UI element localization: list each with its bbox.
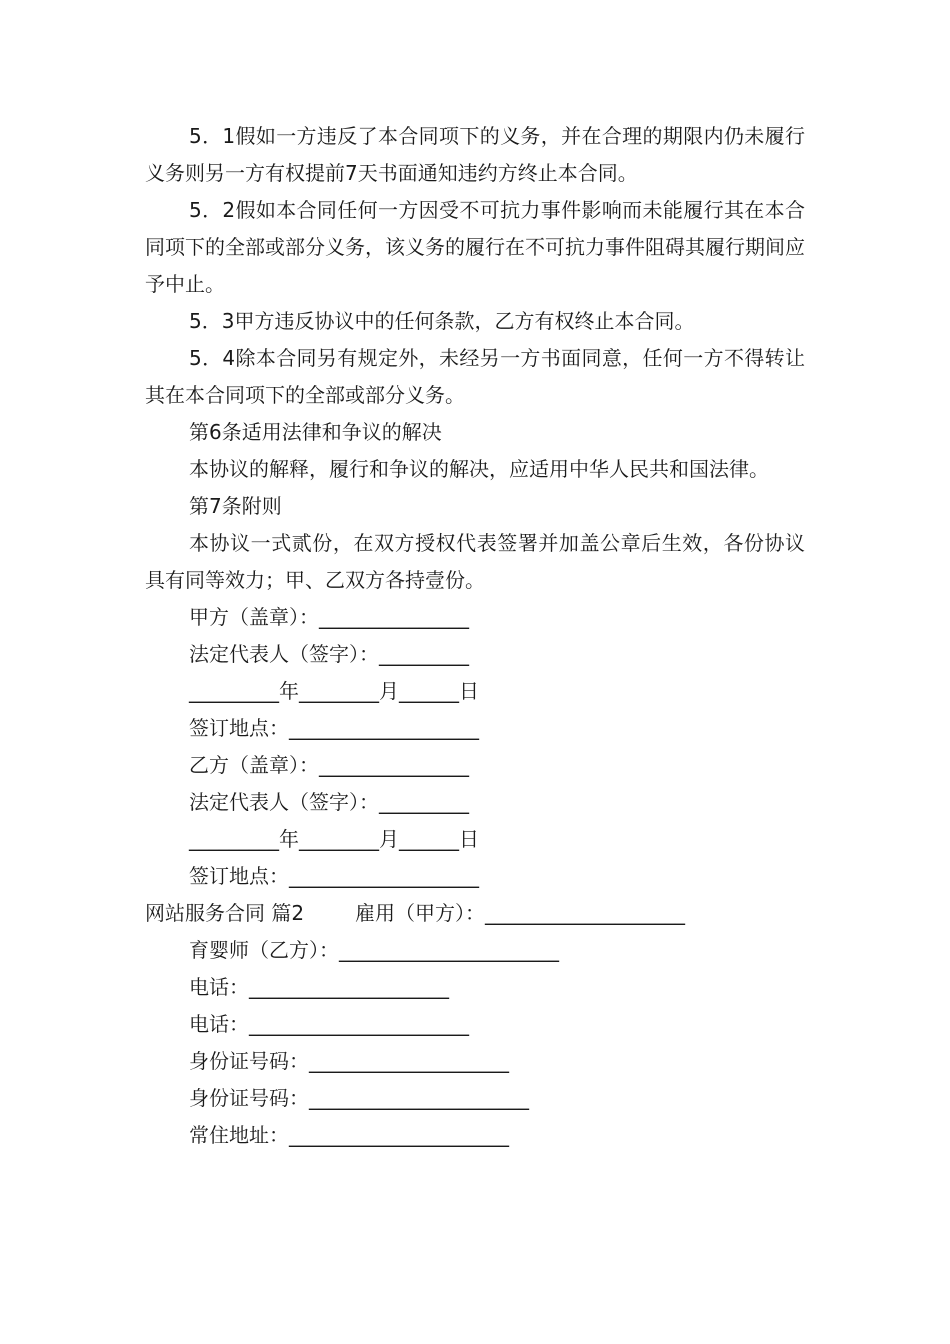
party-b-representative-line: 法定代表人（签字）：_________ (189, 790, 469, 814)
contract-2-title: 网站服务合同 篇2 (145, 901, 305, 925)
address-line: 常住地址：______________________ (189, 1123, 509, 1147)
party-a-seal-line: 甲方（盖章）：_______________ (189, 605, 469, 629)
party-b-place-line: 签订地点：___________________ (189, 864, 479, 888)
party-a-date-line: _________年________月______日 (189, 679, 479, 703)
article-6-heading: 第6条适用法律和争议的解决 (189, 420, 442, 444)
nanny-line: 育婴师（乙方）：______________________ (189, 938, 559, 962)
id-number-line-b: 身份证号码：______________________ (189, 1086, 529, 1110)
phone-line-b: 电话：______________________ (189, 1012, 469, 1036)
phone-line-a: 电话：____________________ (189, 975, 449, 999)
contract-2-title-line (145, 895, 805, 932)
id-number-line-a: 身份证号码：____________________ (189, 1049, 509, 1073)
clause-5-4: 5．4除本合同另有规定外，未经另一方书面同意，任何一方不得转让其在本合同项下的全部或部分义务。 (145, 346, 805, 407)
clause-5-3: 5．3甲方违反协议中的任何条款，乙方有权终止本合同。 (189, 309, 695, 333)
article-6-text: 本协议的解释，履行和争议的解决，应适用中华人民共和国法律。 (189, 457, 769, 481)
party-b-date-line: _________年________月______日 (189, 827, 479, 851)
clause-5-1: 5．1假如一方违反了本合同项下的义务，并在合理的期限内仍未履行义务则另一方有权提前7天书面通知违约方终止本合同。 (145, 124, 805, 185)
party-b-seal-line: 乙方（盖章）：_______________ (189, 753, 469, 777)
clause-5-2: 5．2假如本合同任何一方因受不可抗力事件影响而未能履行其在本合同项下的全部或部分义务，该义务的履行在不可抗力事件阻碍其履行期间应予中止。 (145, 198, 805, 296)
article-7-text: 本协议一式贰份，在双方授权代表签署并加盖公章后生效，各份协议具有同等效力；甲、乙双方各持壹份。 (145, 531, 805, 592)
article-7-heading: 第7条附则 (189, 494, 282, 518)
party-a-representative-line: 法定代表人（签字）：_________ (189, 642, 469, 666)
document-body (145, 118, 805, 1154)
employer-line: 雇用（甲方）：____________________ (354, 901, 685, 925)
party-a-place-line: 签订地点：___________________ (189, 716, 479, 740)
